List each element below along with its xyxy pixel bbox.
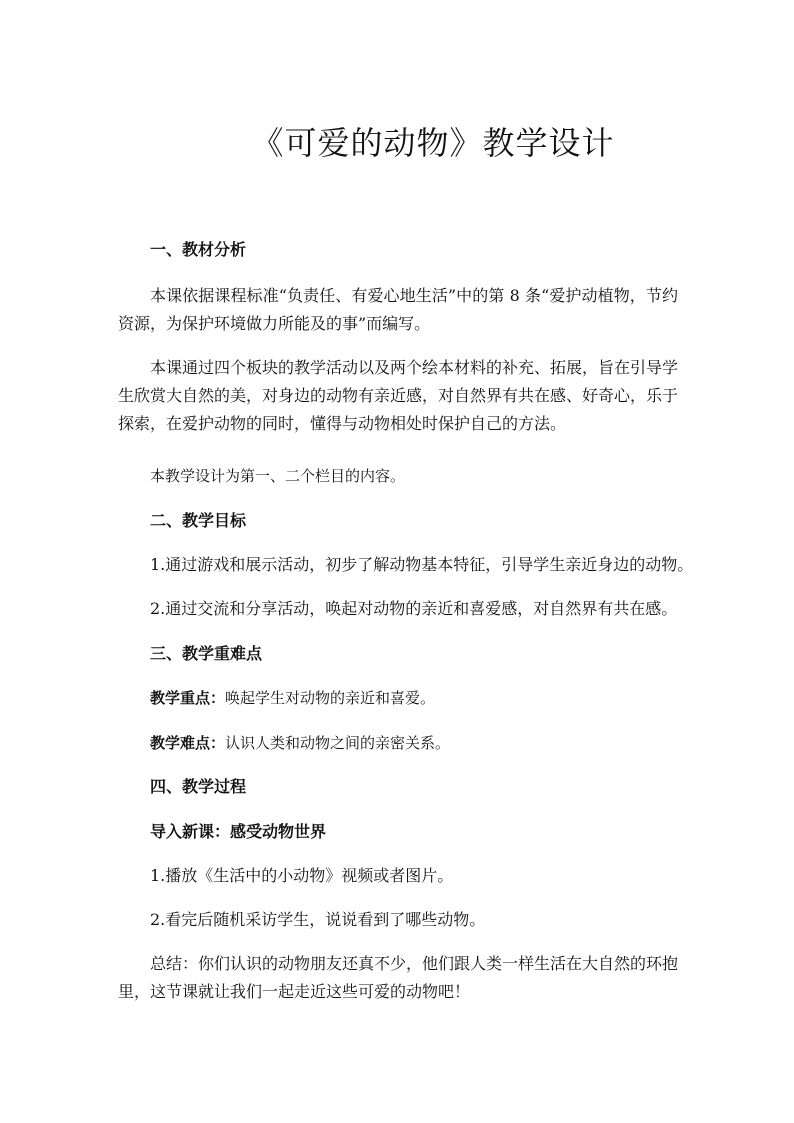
section-heading-key-difficult-points: 三、教学重难点 xyxy=(150,644,263,663)
document-title: 《可爱的动物》教学设计 xyxy=(251,124,615,162)
paragraph-summary: 总结：你们认识的动物朋友还真不少，他们跟人类一样生活在大自然的环抱里，这节课就让我们一起走近这些可爱的动物吧！ xyxy=(118,954,679,1001)
difficult-point-label: 教学难点： xyxy=(150,734,226,752)
paragraph-lesson-overview: 本课通过四个板块的教学活动以及两个绘本材料的补充、拓展，旨在引导学生欣赏大自然的美，对身边的动物有亲近感，对自然界有共在感、好奇心，乐于探索，在爱护动物的同时，懂得与动物相处时保护自己的方法。 xyxy=(118,358,679,433)
difficult-point-text: 认识人类和动物之间的亲密关系。 xyxy=(225,734,451,752)
subheading-intro-lesson: 导入新课：感受动物世界 xyxy=(150,822,327,841)
key-point-text: 唤起学生对动物的亲近和喜爱。 xyxy=(225,689,436,707)
process-item-2: 2.看完后随机采访学生，说说看到了哪些动物。 xyxy=(150,910,486,929)
key-point-line xyxy=(150,686,435,710)
paragraph-design-scope: 本教学设计为第一、二个栏目的内容。 xyxy=(150,467,406,485)
process-item-1: 1.播放《生活中的小动物》视频或者图片。 xyxy=(150,866,454,885)
section-heading-teaching-goals: 二、教学目标 xyxy=(150,511,247,530)
key-point-label: 教学重点： xyxy=(150,689,226,707)
section-heading-material-analysis: 一、教材分析 xyxy=(150,240,247,259)
section-heading-teaching-process: 四、教学过程 xyxy=(150,777,247,796)
goal-item-1: 1.通过游戏和展示活动，初步了解动物基本特征，引导学生亲近身边的动物。 xyxy=(150,555,694,574)
goal-item-2: 2.通过交流和分享活动，唤起对动物的亲近和喜爱感，对自然界有共在感。 xyxy=(150,599,678,618)
difficult-point-line xyxy=(150,731,450,755)
paragraph-curriculum-basis: 本课依据课程标准“负责任、有爱心地生活”中的第 8 条“爱护动植物，节约资源，为保护环境做力所能及的事”而编写。 xyxy=(118,286,678,333)
